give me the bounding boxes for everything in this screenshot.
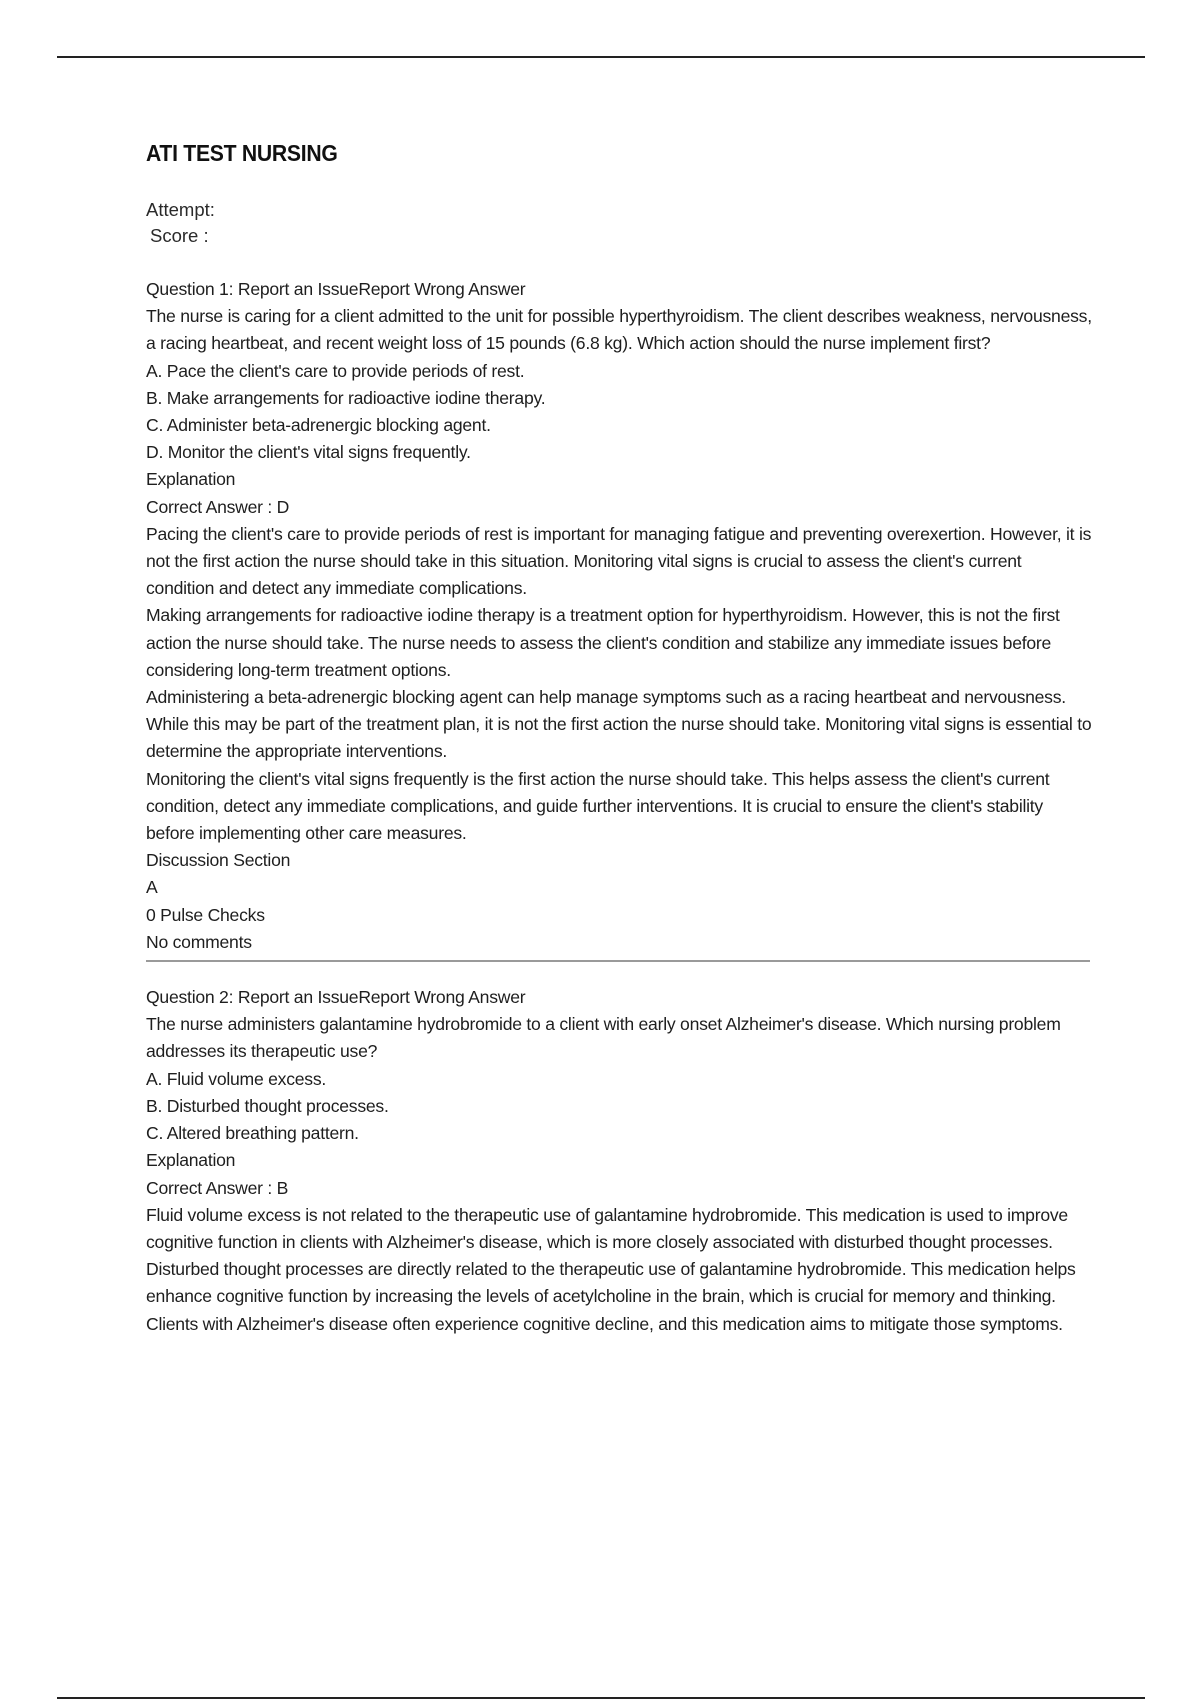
- explanation-label: Explanation: [146, 469, 236, 490]
- explanation-label: Explanation: [146, 1150, 236, 1171]
- pulse-checks: 0 Pulse Checks: [146, 904, 265, 925]
- discussion-avatar: A: [146, 877, 158, 898]
- answer-option-a: A. Pace the client's care to provide periods of rest.: [146, 360, 525, 381]
- answer-option-c: C. Altered breathing pattern.: [146, 1123, 359, 1144]
- explanation-paragraph-b: Disturbed thought processes are directly related to the therapeutic use of galantamine hydrobromide. This medication helps enhance cognitive function by increasing the levels of acetylcholine in the brain, which is crucial for memory and thinking. Clients with Alzheimer's disease often experience cognitive decline, and this medication aims to mitigate those symptoms.: [146, 1259, 1076, 1334]
- question-divider: [146, 960, 1090, 962]
- explanation-paragraph-c: Administering a beta-adrenergic blocking agent can help manage symptoms such as a racing heartbeat and nervousness. While this may be part of the treatment plan, it is not the first action the nurse should take. Monitoring vital signs is essential to determine the appropriate interventions.: [146, 687, 1092, 762]
- correct-answer: Correct Answer : B: [146, 1177, 289, 1198]
- question-2: [146, 984, 1092, 1338]
- answer-option-d: D. Monitor the client's vital signs frequently.: [146, 442, 471, 463]
- page-bottom-rule: [57, 1697, 1145, 1699]
- question-header: Question 1: Report an IssueReport Wrong Answer: [146, 279, 526, 299]
- comments-status: No comments: [146, 931, 252, 952]
- score-label: Score :: [150, 225, 209, 246]
- explanation-paragraph-a: Pacing the client's care to provide periods of rest is important for managing fatigue and preventing overexertion. However, it is not the first action the nurse should take in this situation. Monitoring vital signs is crucial to assess the client's current condition and detect any immediate complications.: [146, 523, 1092, 599]
- attempt-label: Attempt:: [146, 199, 215, 220]
- explanation-paragraph-b: Making arrangements for radioactive iodine therapy is a treatment option for hyperthyroidism. However, this is not the first action the nurse should take. The nurse needs to assess the client's condition and stabilize any immediate issues before considering long-term treatment options.: [146, 605, 1060, 680]
- discussion-section-label: Discussion Section: [146, 850, 291, 871]
- question-prompt: The nurse is caring for a client admitted to the unit for possible hyperthyroidism. The client describes weakness, nervousness, a racing heartbeat, and recent weight loss of 15 pounds (6.8 kg). Which action should the nurse implement first?: [146, 306, 1092, 354]
- answer-option-c: C. Administer beta-adrenergic blocking agent.: [146, 415, 491, 436]
- question-prompt: The nurse administers galantamine hydrobromide to a client with early onset Alzheimer's disease. Which nursing problem addresses its therapeutic use?: [146, 1014, 1061, 1062]
- explanation-paragraph-d: Monitoring the client's vital signs frequently is the first action the nurse should take. This helps assess the client's current condition, detect any immediate complications, and guide further interventions. It is crucial to ensure the client's stability before implementing other care measures.: [146, 768, 1050, 844]
- page-title: ATI TEST NURSING: [146, 140, 338, 166]
- answer-option-b: B. Disturbed thought processes.: [146, 1095, 389, 1116]
- question-header: Question 2: Report an IssueReport Wrong Answer: [146, 987, 526, 1008]
- answer-option-b: B. Make arrangements for radioactive iodine therapy.: [146, 387, 546, 408]
- explanation-paragraph-a: Fluid volume excess is not related to the therapeutic use of galantamine hydrobromide. This medication is used to improve cognitive function in clients with Alzheimer's disease, which is more closely associated with disturbed thought processes.: [146, 1204, 1068, 1252]
- attempt-meta: [146, 197, 1092, 249]
- document-body: [146, 140, 1092, 1338]
- answer-option-a: A. Fluid volume excess.: [146, 1068, 327, 1089]
- question-1: [146, 276, 1092, 956]
- correct-answer: Correct Answer : D: [146, 496, 290, 517]
- page-top-rule: [57, 56, 1145, 58]
